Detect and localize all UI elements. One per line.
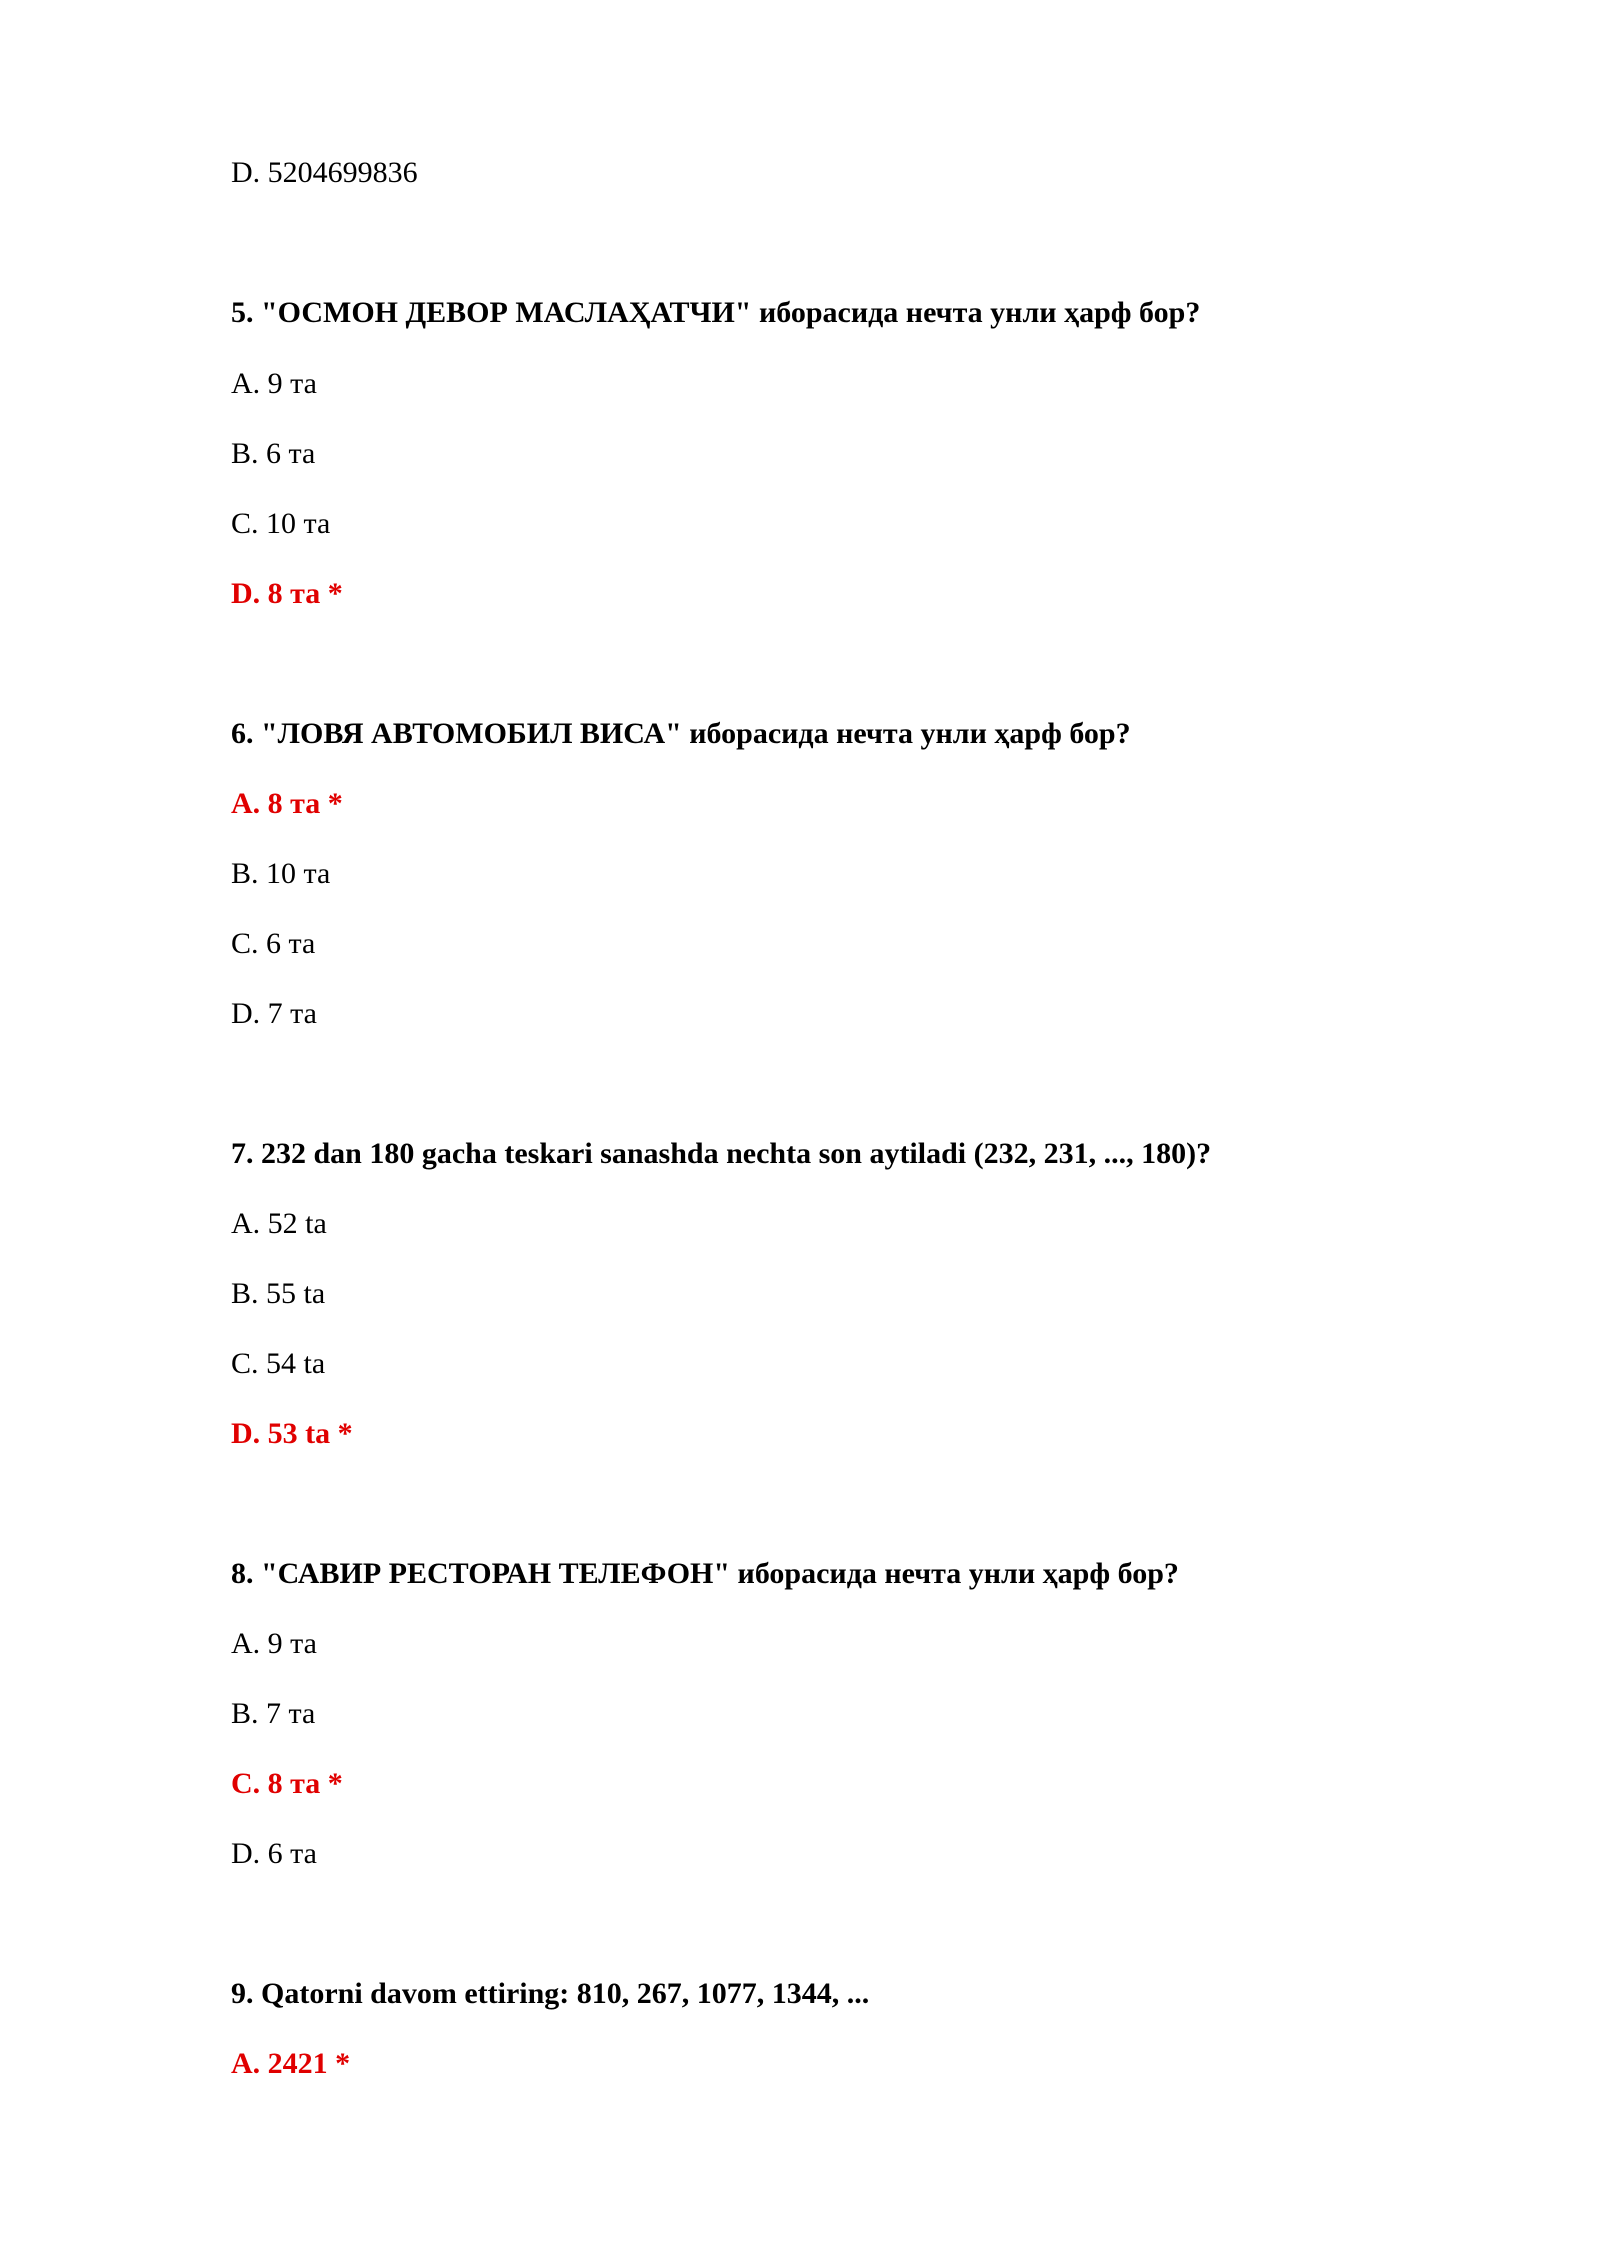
correct-answer-5d: D. 8 та *	[231, 577, 343, 610]
answer-option-7a: A. 52 ta	[231, 1207, 327, 1240]
answer-option-8b: B. 7 та	[231, 1697, 316, 1730]
correct-answer-9a: A. 2421 *	[231, 2047, 351, 2080]
answer-option-5c: C. 10 та	[231, 507, 331, 540]
question-8: 8. "САВИР РЕСТОРАН ТЕЛЕФОН" иборасида нечта унли ҳарф бор?	[231, 1557, 1179, 1590]
question-5: 5. "ОСМОН ДЕВОР МАСЛАҲАТЧИ" иборасида нечта унли ҳарф бор?	[231, 296, 1201, 329]
answer-option-8d: D. 6 та	[231, 1837, 317, 1870]
answer-option-7c: C. 54 ta	[231, 1347, 326, 1380]
answer-option-6d: D. 7 та	[231, 997, 317, 1030]
question-7: 7. 232 dan 180 gacha teskari sanashda nechta son aytiladi (232, 231, ..., 180)?	[231, 1137, 1212, 1170]
answer-option-7b: B. 55 ta	[231, 1277, 326, 1310]
answer-option-8a: A. 9 та	[231, 1627, 317, 1660]
question-6: 6. "ЛОВЯ АВТОМОБИЛ ВИСА" иборасида нечта унли ҳарф бор?	[231, 717, 1131, 750]
answer-option-6c: C. 6 та	[231, 927, 316, 960]
correct-answer-8c: C. 8 та *	[231, 1767, 343, 1800]
answer-option-5b: B. 6 та	[231, 437, 316, 470]
correct-answer-6a: A. 8 та *	[231, 787, 343, 820]
correct-answer-7d: D. 53 ta *	[231, 1417, 353, 1450]
answer-option-prev-d: D. 5204699836	[231, 156, 418, 189]
question-9: 9. Qatorni davom ettiring: 810, 267, 1077, 1344, ...	[231, 1977, 870, 2010]
answer-option-6b: B. 10 та	[231, 857, 331, 890]
answer-option-5a: A. 9 та	[231, 367, 317, 400]
